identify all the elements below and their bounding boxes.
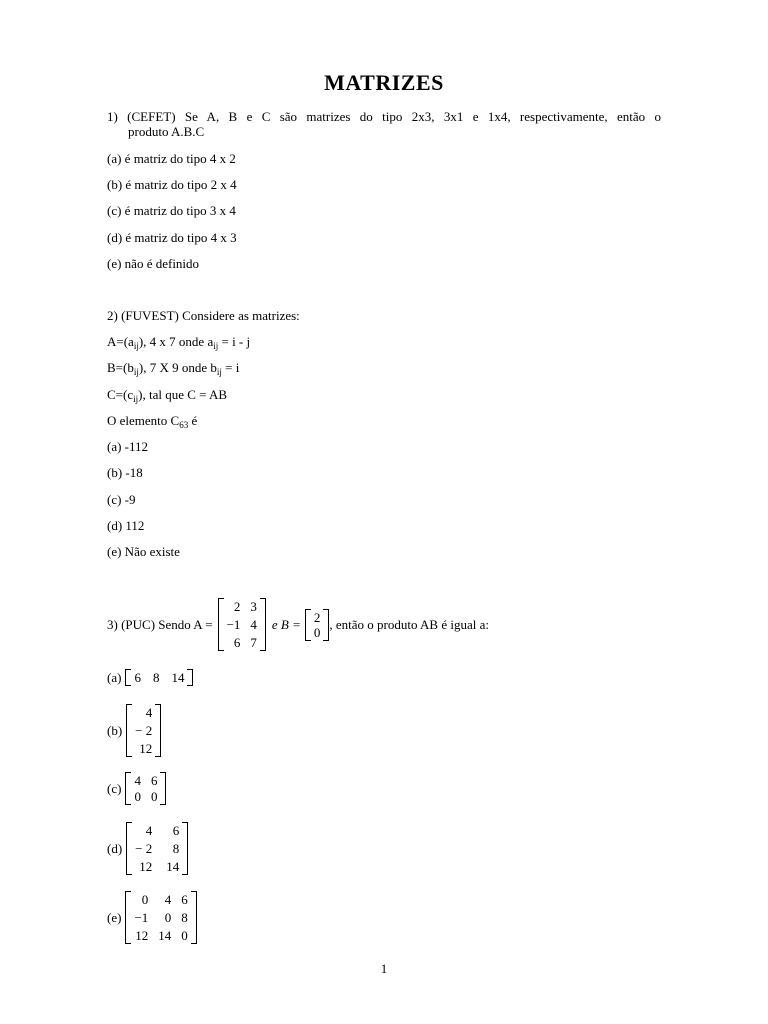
q3-option-a: (a) 6 8 14 [107,669,193,686]
page-number: 1 [380,961,388,976]
question-1-text-cont: produto A.B.C [128,124,205,139]
matrix-b: 2 0 [305,609,330,641]
matrix-option-a: 6 8 14 [125,669,193,686]
q1-option-c: (c) é matriz do tipo 3 x 4 [107,203,236,218]
question-1-text: 1) (CEFET) Se A, B e C são matrizes do tipo 2x3, 3x1 e 1x4, respectivamente, então o [107,109,661,124]
q3-option-d: (d) 4 6 − 2 8 12 14 [107,822,188,875]
page-title: MATRIZES [324,70,444,95]
q2-matrix-b-def: $B=(b_{ij})$, 7 X 9 onde $b_{ij} = i$ [107,360,240,377]
q2-option-c: (c) -9 [107,492,136,507]
q3-option-b: (b) 4 − 2 12 [107,704,161,757]
q2-option-a: (a) -112 [107,439,149,454]
matrix-option-c: 4 6 0 0 [125,772,166,805]
q1-option-e: (e) não é definido [107,256,200,271]
q2-option-b: (b) -18 [107,465,143,480]
q2-element-question: O elemento $C_{63}$ é [107,413,198,430]
q2-option-d: (d) 112 [107,518,145,533]
question-2-text: 2) (FUVEST) Considere as matrizes: [107,308,300,323]
q2-option-e: (e) Não existe [107,544,180,559]
question-3-text: 3) (PUC) Sendo A = 2 3 −1 4 6 7 e B = 2 0 , então o produto AB é igual a: [107,599,489,650]
matrix-option-d: 4 6 − 2 8 12 14 [126,822,188,875]
q1-option-a: (a) é matriz do tipo 4 x 2 [107,151,236,166]
matrix-option-e: 0 4 6 −1 0 8 12 14 0 [125,891,196,944]
q2-matrix-a-def: $A=(a_{ij})$, 4 x 7 onde $a_{ij} = i - j$ [107,334,251,351]
q1-option-d: (d) é matriz do tipo 4 x 3 [107,230,237,245]
q3-option-c: (c) 4 6 0 0 [107,772,166,805]
q3-option-e: (e) 0 4 6 −1 0 8 12 14 0 [107,891,197,944]
matrix-a: 2 3 −1 4 6 7 [218,598,266,651]
q1-option-b: (b) é matriz do tipo 2 x 4 [107,177,237,192]
matrix-option-b: 4 − 2 12 [126,704,161,757]
q2-matrix-c-def: $C=(c_{ij})$, tal que C = AB [107,387,228,404]
